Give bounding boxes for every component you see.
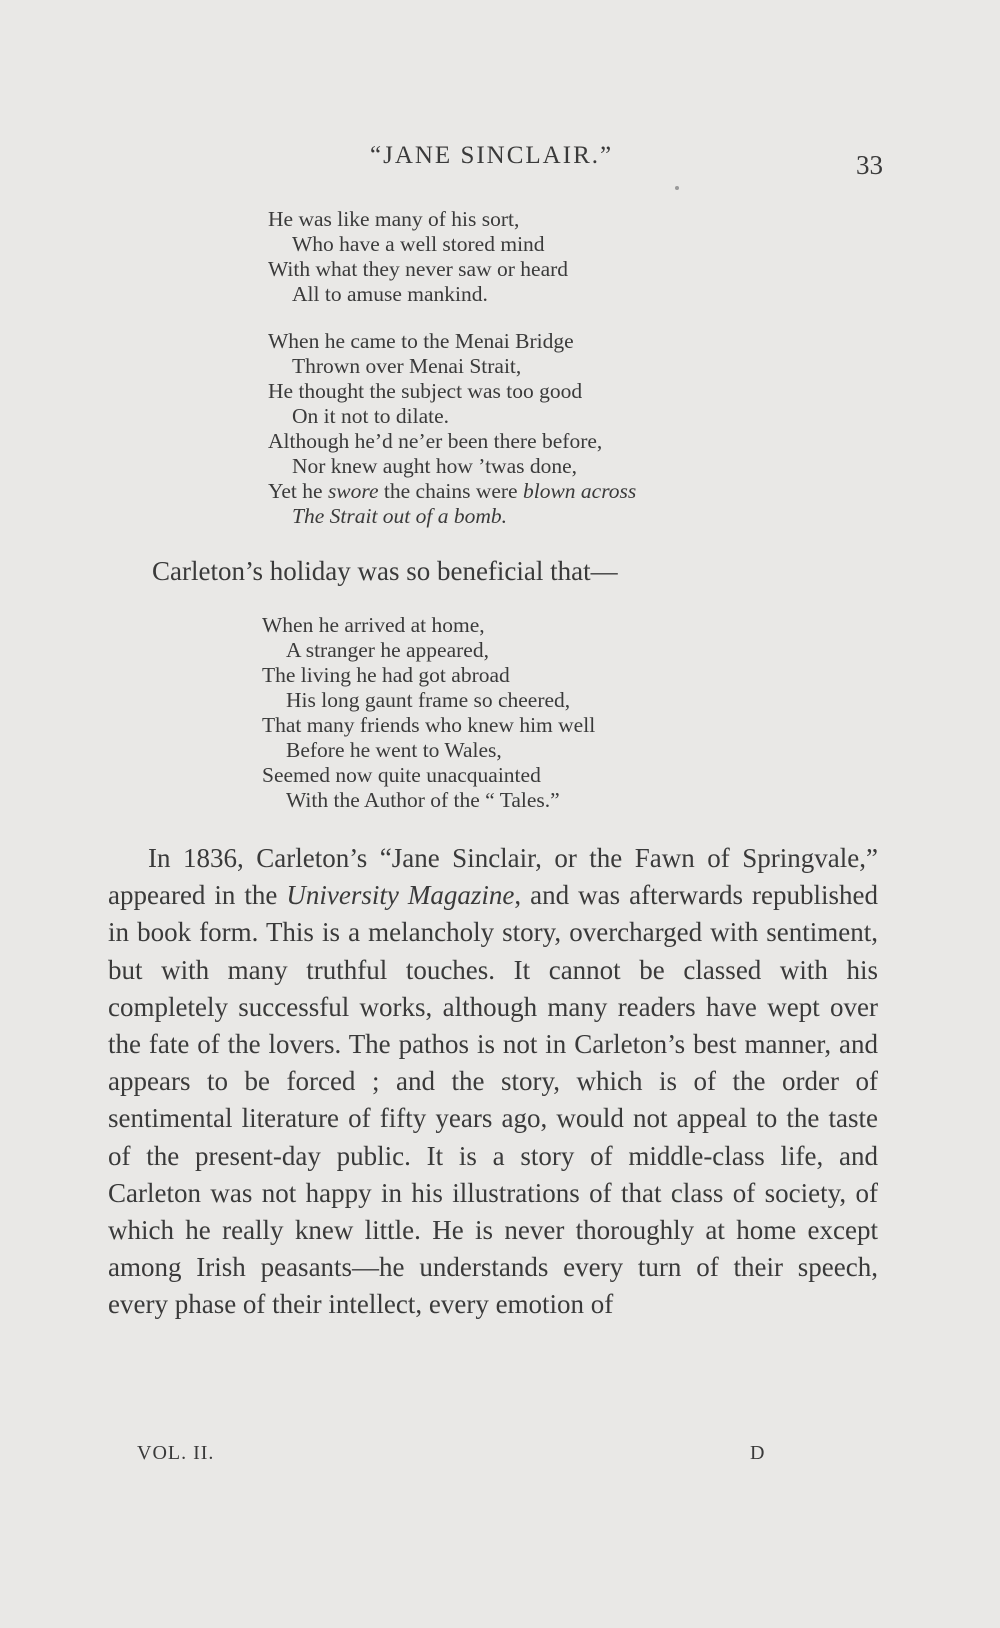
verse-italic: The Strait out of a bomb. bbox=[292, 504, 508, 528]
verse-stanza-1 bbox=[268, 207, 568, 307]
verse-line: Who have a well stored mind bbox=[292, 232, 545, 256]
verse-stanza-3 bbox=[262, 613, 595, 813]
page-number: 33 bbox=[856, 150, 883, 180]
verse-line: With what they never saw or heard bbox=[268, 257, 569, 281]
body-paragraph bbox=[108, 840, 878, 1324]
verse-line: All to amuse mankind. bbox=[292, 282, 488, 306]
verse-line: His long gaunt frame so cheered, bbox=[286, 688, 571, 712]
verse-line: Although he’d ne’er been there before, bbox=[268, 429, 603, 453]
ink-speck bbox=[675, 186, 679, 190]
running-head bbox=[0, 142, 1000, 182]
verse-line: Before he went to Wales, bbox=[286, 738, 502, 762]
verse-italic: blown across bbox=[522, 479, 637, 503]
verse-stanza-2 bbox=[268, 329, 636, 529]
verse-line: With the Author of the “ Tales.” bbox=[286, 788, 560, 812]
verse-line bbox=[268, 504, 636, 529]
signature-mark: D bbox=[750, 1442, 766, 1464]
verse-text: the chains were bbox=[378, 479, 523, 503]
verse-line bbox=[268, 479, 636, 504]
verse-line: Nor knew aught how ’twas done, bbox=[292, 454, 578, 478]
verse-line: That many friends who knew him well bbox=[262, 713, 596, 737]
transition-sentence: Carleton’s holiday was so beneficial that— bbox=[152, 556, 618, 586]
verse-line: When he came to the Menai Bridge bbox=[268, 329, 574, 353]
verse-italic: swore bbox=[327, 479, 379, 503]
paragraph-italic: University Magazine bbox=[286, 880, 515, 911]
verse-line: On it not to dilate. bbox=[292, 404, 450, 428]
verse-line: Thrown over Menai Strait, bbox=[292, 354, 522, 378]
verse-line: He was like many of his sort, bbox=[268, 207, 520, 231]
paragraph-text: , and was afterwards republished in book form. This is a melancholy story, overcharged with sentiment, but with many truthful touches. It cannot be classed with his completely successful works, although many readers have wept over the fate of the lovers. The pathos is not in Carleton’s best manner, and appears to be forced ; and the story, which is of the order of sentimental literature of fifty years ago, would not appeal to the taste of the present-day public. It is a story of middle-class life, and Carleton was not happy in his illustrations of that class of society, of which he really knew little. He is never thoroughly at home except among Irish peasants—he understands every turn of their speech, every phase of their intellect, every emotion of bbox=[108, 880, 878, 1320]
paragraph-text: In 1836, Carleton’s “Jane Sinclair, or the Fawn of Springvale,” appeared in the bbox=[108, 843, 878, 911]
running-title: “JANE SINCLAIR.” bbox=[370, 142, 614, 169]
verse-line: When he arrived at home, bbox=[262, 613, 485, 637]
verse-line: The living he had got abroad bbox=[262, 663, 510, 687]
volume-label: VOL. II. bbox=[137, 1442, 215, 1464]
verse-text: Yet he bbox=[268, 479, 328, 503]
verse-line: Seemed now quite unacquainted bbox=[262, 763, 541, 787]
verse-line: He thought the subject was too good bbox=[268, 379, 583, 403]
verse-line: A stranger he appeared, bbox=[286, 638, 489, 662]
